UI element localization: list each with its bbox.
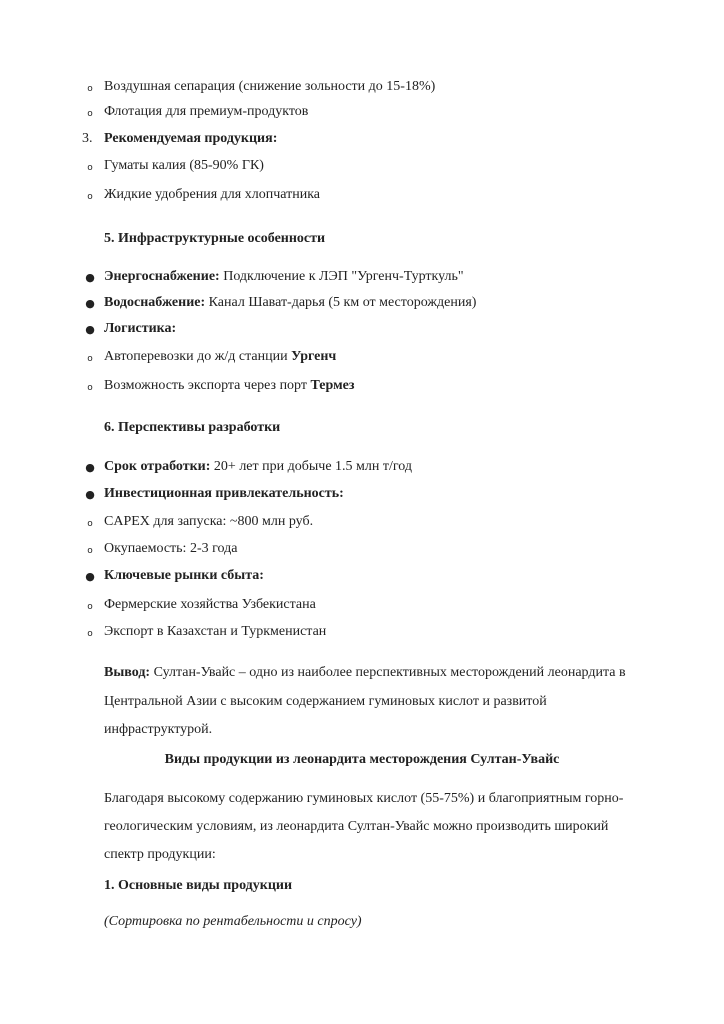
section-heading: 6. Перспективы разработки	[104, 420, 281, 435]
item-label: Энергоснабжение:	[104, 269, 220, 284]
circle-bullet-icon: o	[87, 383, 93, 393]
bullet-icon: ●	[85, 461, 95, 474]
bullet-icon: ●	[85, 570, 95, 583]
bullet-icon: ●	[85, 488, 95, 501]
item-label: Водоснабжение:	[104, 295, 206, 310]
conclusion-label: Вывод:	[104, 665, 151, 680]
circle-bullet-icon: o	[87, 629, 93, 639]
circle-bullet-icon: o	[87, 192, 93, 202]
subsection-heading: 1. Основные виды продукции	[104, 878, 293, 893]
sorting-note: (Сортировка по рентабельности и спросу)	[104, 914, 362, 929]
circle-bullet-icon: o	[87, 602, 93, 612]
list-item-text: Фермерские хозяйства Узбекистана	[104, 597, 316, 612]
conclusion-text: Султан-Увайс – одно из наиболее перспективных месторождений леонардита в	[150, 665, 626, 680]
list-item-text: Гуматы калия (85-90% ГК)	[104, 158, 264, 173]
circle-bullet-icon: o	[87, 354, 93, 364]
list-item-text: Флотация для премиум-продуктов	[104, 104, 309, 119]
item-label: Инвестиционная привлекательность:	[104, 486, 344, 501]
circle-bullet-icon: o	[87, 519, 93, 529]
circle-bullet-icon: o	[87, 84, 93, 94]
list-item-text: Экспорт в Казахстан и Туркменистан	[104, 624, 327, 639]
item-label: Логистика:	[104, 321, 177, 336]
list-item-text: Воздушная сепарация (снижение зольности до 15-18%)	[104, 79, 436, 94]
circle-bullet-icon: o	[87, 109, 93, 119]
list-item-text: CAPEX для запуска: ~800 млн руб.	[104, 514, 314, 529]
item-emphasis: Термез	[310, 378, 355, 393]
bullet-icon: ●	[85, 271, 95, 284]
item-text: 20+ лет при добыче 1.5 млн т/год	[210, 459, 412, 474]
item-label: Рекомендуемая продукция:	[104, 131, 278, 146]
circle-bullet-icon: o	[87, 163, 93, 173]
conclusion-text: Центральной Азии с высоким содержанием гуминовых кислот и развитой	[104, 694, 547, 709]
item-label: Ключевые рынки сбыта:	[104, 568, 264, 583]
item-emphasis: Ургенч	[291, 349, 337, 364]
intro-text: геологическим условиям, из леонардита Султан-Увайс можно производить широкий	[104, 819, 609, 834]
intro-text: спектр продукции:	[104, 847, 216, 862]
list-item-text: Жидкие удобрения для хлопчатника	[104, 187, 320, 202]
section-heading: 5. Инфраструктурные особенности	[104, 231, 326, 246]
item-text: Канал Шават-дарья (5 км от месторождения)	[205, 295, 477, 310]
list-item-text: Окупаемость: 2-3 года	[104, 541, 238, 556]
bullet-icon: ●	[85, 297, 95, 310]
document-title: Виды продукции из леонардита месторождения Султан-Увайс	[164, 752, 560, 767]
circle-bullet-icon: o	[87, 546, 93, 556]
item-number: 3.	[82, 131, 93, 146]
item-text: Автоперевозки до ж/д станции	[104, 349, 292, 364]
item-label: Срок отработки:	[104, 459, 211, 474]
intro-text: Благодаря высокому содержанию гуминовых кислот (55-75%) и благоприятным горно-	[104, 791, 624, 806]
bullet-icon: ●	[85, 323, 95, 336]
item-text: Подключение к ЛЭП "Ургенч-Турткуль"	[219, 269, 464, 284]
item-text: Возможность экспорта через порт	[104, 378, 311, 393]
conclusion-text: инфраструктурой.	[104, 722, 213, 737]
